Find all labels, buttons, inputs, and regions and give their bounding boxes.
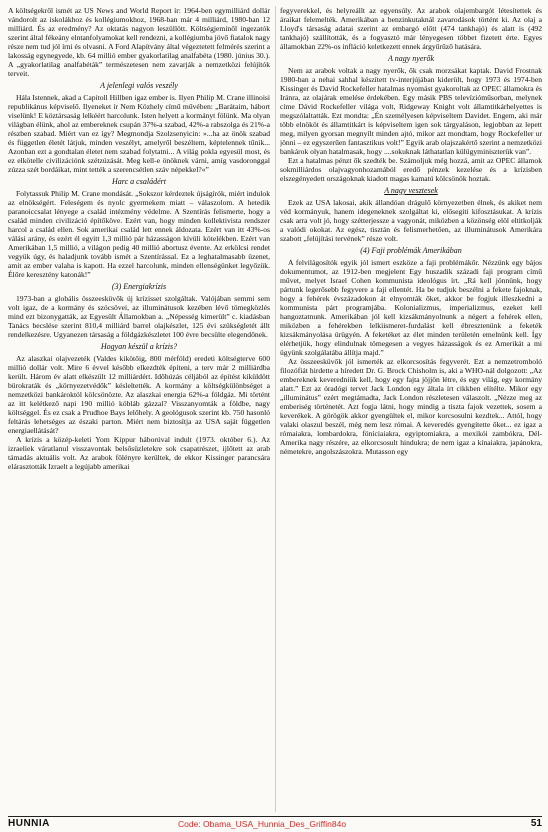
right-column <box>280 6 542 806</box>
left-paragraph-3: Folytassuk Philip M. Crane mondását. „Sokszor kérdeztek újságírók, miért indulok az elnökségért. Feleségem és nyolc gyermekem miatt – válaszolom. A hetedik paranoiccsalat lényege a család intézmény védelme. A Szentírás felismerte, hogy a család minden civilizáció építőköve. Ezért van, hogy minden kollektivista rendszer harcol a család ellen. Sok amerikai család lett ennek áldozata. Ezért van itt 43%-os válási arány, és ezért él egyitt 1,3 millió pár házasságon kívüli kötelékben. Ezért van Amerikában 1,5 millió, a világon pedig 40 millió abortusz évente. Az erkölcsi rendet vegyük úgy, és haladjunk tovább ismét a Szentírással. Ez a leghatalmasabb üzenet, amit az ember valaha is kapott. Ha ezzel harcolunk, minden ellenségünket legyőzük. Élőre keresztény katonák!” <box>8 189 270 279</box>
page-footer <box>8 816 542 831</box>
right-paragraph-1: fegyverekkel, és helyreállt az egyensúly. Az arabok olajembargót létesítettek és áraikat felemelték. Amerikában a benzinkutaknál zavarodások történt ki. Az olaj a Lloyd's társaság adatai szerint az embargó előtt (474 tankhajó) és alatt is (492 tankhajó) szállították, és a fogyasztó már lényegesen többet fizetett érte. Egyes államokban 22%-os infláció keletkezett ennek árgyűrűző hatására. <box>280 6 542 51</box>
left-paragraph-4: 1973-ban a globális összeesküvők új krízisset szolgáltak. Valójában semmi sem volt igaz, de a kormány és szócsövei, az illuminátusok kezében lévő tömegközlés mind ezt bizonygatták, az Egyesült Államokban a. „Népesség kimerült” c. kiadásban Tanács becslése szerint 810,4 milliárd barrel olajkészlet, 125 évi szükségletét állt rendelkezésre. Ugyanezen társaság a földgázkészletet 100 évre becsülte elegendőnek. <box>8 294 270 339</box>
right-paragraph-3: Ezt a hatalmas pénzt ők szedték be. Számoljuk még hozzá, amit az OPEC államok sokmilliárdos olajvagyonhozamából eredő pénzek kezelése és a krízisben elszegényedett országoknak kiadott magas kamatú kölcsönök hoztak. <box>280 156 542 183</box>
page-number: 51 <box>530 818 542 829</box>
section-heading-big-losers: A nagy vesztesek <box>384 186 438 195</box>
left-paragraph-1: A költségekről ismét az US News and World Report ír: 1964-ben egymilliárd dollár vándorolt az iskolákhoz és kollégiumokhoz, 1968-ban már 4 milliárd, 1980-ban 12 milliárd. És az eredmény? Az oktatás nagyon leszüllött. Költségjeminől ingezatók szerint által fékeány elntanfolyamokat kell rendezni, a kollégiumba jövő fiatalok nagy része nem tud jól írni és olvasni. A Ford Alapítvány által végeztetett felmérés szerint a lakosság egynegyede, kb. 64 millió ember gyakorlatilag analfabéta (1980. június 30.). A „gyakorlatilag analfabéták” természetesen nem zavarják a nemzetközi felújítók terveit. <box>8 6 270 78</box>
left-paragraph-2: Hála Istennek, akad a Capitoll Hillben igaz ember is. Ilyen Philip M. Crane illinoisi republikánus képviselő. Ilyeneket ír Nem Közhely című művében: „Barátaim, hábort viselünk! E köztársaság lelkéért harcolunk. Isten helyett a kormányt fölünk. Ma olyan világban élünk, ahol az embereknek csupán 37%-a szabad, 42%-a rabszolga és 21%-a részben szabad. Miért van ez így? Megmondja Szolzsenyicin: »...ha az önök szabad és független életét látjuk, minden veszélyt, amelyről beszéltem, képtelennek tűnik... Azonban ezt a gondtalan életet nem szabad folytatni... A világ pokla egyesül most, és ez elkötelle civilizációnk szétzúzását. Meg kell-e önöknek várni, amíg vasdoronggal zúzza szét bordáikat, mint tették a szerencsétlen száv népekkel?«” <box>8 93 270 174</box>
left-paragraph-6: A krízis a közép-keleti Yom Kippur háborúval indult (1973. október 6.). Az izraeliek váratlanul visszavontak belsősüzletekre sok csapatrészet, ijlőtett az arab támadás aktuális volt. Az arabok fölényre kerültek, de ekkor Kissinger parancsára elárasztották Izraelt a legújabb amerikai <box>8 435 270 471</box>
footer-code: Code: Obama_USA_Hunnia_Des_Griffin84o <box>178 819 347 829</box>
footer-brand: HUNNIA <box>8 818 50 829</box>
section-heading-big-winners: A nagy nyerők <box>387 54 435 63</box>
right-paragraph-6: Az összeesküvők jól ismerték az elkorcsosítás fegyverét. Ezt a nemzetromboló filozófiát hirdette a híredett Dr. G. Brock Chisholm is, aki a WHO-nál dolgozott: „Az embereknek keveredniük kell, hogy egy fajta jöjjön létre, és egy világ, egy kormány alatt.” Ezt az óradógi tervet Jack London egy általa írt cikkben elítélte. Mikor egy „illuminátus” ezért megtámadta, Jack London részletesen válaszolt. „Nézze meg az emberiség történetét. Azt fogja látni, hogy mindig a tiszta fajok vezettek, sosem a keverékek. A görögök akkor gyengültek el, mikor korcsosulni kezdtek... Attól, hogy valaki olaszul beszél, még nem lesz római. A keveredés gyengítette őket... ez igaz a rómaiakra, lombardokra, föníciaiakra, egyiptomiakra, a mexikói zambókra, Dél-Amerika nagy részére, az elkorcsosult hindukra; de nem igaz a kínaiakra, japánokra, németekre, angolszászokra. Mutasson egy <box>280 357 542 456</box>
left-column <box>8 6 270 806</box>
section-heading-race-problems: (4) Faji problémák Amerikában <box>360 246 462 255</box>
right-paragraph-5: A felvilágosítók egyik jól ismert eszköze a faji problémákőr. Nézzünk egy bájos dokumentumot, az 1912-ben megjelent Egy huszadik századi faji program című művet, melyet Israel Cohen kommunista ideológus írt. „Rá kell jönnünk, hogy pártunk legerősebb fegyvere a faji ellentét. Ha be tudjuk beszélni a fekete fajoknak, hogy a fehérek évszázadokon át elnyomták őket, akkor be fogjuk illeszkedni a kommunista párt programjába. Kolonializmus, imperializmus, ezeket kell hangoztatnunk. Amerikában jól kell kizsákmányolnunk a négert a fehérek ellen, miközben a fehérekben lelkiismeret-furdalást kell ébresztenünk a feketék kizsákmányolása ürügyén. A feketéket az élet minden területén emelnünk kell. Így elérhetjük, hogy elindulnak tömegesen a vegyes házasságok és ez Amerikát a mi ügyünk szolgálatába állítja majd.” <box>280 258 542 357</box>
section-heading-energy-crisis: (3) Energiakrízis <box>111 282 167 291</box>
right-paragraph-4: Ezek az USA lakosai, akik állandóan drágulő környezetben élnek, és akiket nem véd kormányuk, hanem idegeneknek szolgáltat ki, elősegíti kifosztásukat. A krízis csak arra volt jó, hogy szétterjessze a vagyonát, miközben a közönség elöl eltitkolják a valódi okokat. Az egész, tisztán és felismerhetően, az illuminátusok Amerikára szabott „felújítási tervének” része volt. <box>280 198 542 243</box>
column-divider <box>275 6 276 812</box>
section-heading-family: Harc a családért <box>112 177 166 186</box>
page <box>8 6 542 814</box>
section-heading-real-danger: A jelenlegi valós veszély <box>100 81 178 90</box>
section-heading-how-crisis: Hogyan készül a krízis? <box>100 342 178 351</box>
left-paragraph-5: Az alaszkai olajvezeték (Valdes kikötőig, 800 mérföld) eredeti költségterve 600 millió dollár volt. Mire 6 évvel később elkezdték építeni, a terv már 2 milliárdba került. Három év alatt elkészült 12 milliárdért. Időhúzás céljából az építést kiküldött bürokraták és „környezetvédők” késleltették. A kormány a költségkülönbséget a nemzetközi bankároktól kölcsönözte. Az alaszkai energia 62%-a földgáz. Mi történt az itt kelétkező napi 190 millió köbláb gázzal? Visszanyomták a földbe, nagy költséggel. És ez csak a Prudhoe Bays lelőhely. A geológusok szerint kb. 750 hasonló feltárás lehetséges az északi parton. Miért nem biztosítja az USA saját független energiaellátását? <box>8 354 270 435</box>
right-paragraph-2: Nem az arabok voltak a nagy nyerők, ők csak morzsákat kaptak. David Frostnak 1980-ban a nehai sahhal készített tv-interjújában kiderült, hogy 1973 és 1974-ben Kissinger és David Rockefeller hatalmas nyomást gyakoroltak az OPEC államokra és Iránra, az olajárak emelése érdekében. Egy másik PBS televízióműsorban, melynek címe Dávid Rockefeller világa volt, Ridgeway Knight volt államtitkárhelyettes is megszólaltatták. Ezt mondta: „Én személyesen képviseltem Davidet. Engem, aki már több elnököt és államtitkárt is képviseltem igen sok tárgyaláson, legjobban az lepett meg, milyen gyorsan megnyílt minden ajtó, mikor azt mondtam, hogy Rockefeller ur jönni – ez egyszerűen fantasztikus volt!” Egyik arab olajszakértő szerint a nemzetközi bankárok olyan hatalmasak, hogy ....sokuknak láthatatlan külügyminiszterük van”. <box>280 66 542 156</box>
